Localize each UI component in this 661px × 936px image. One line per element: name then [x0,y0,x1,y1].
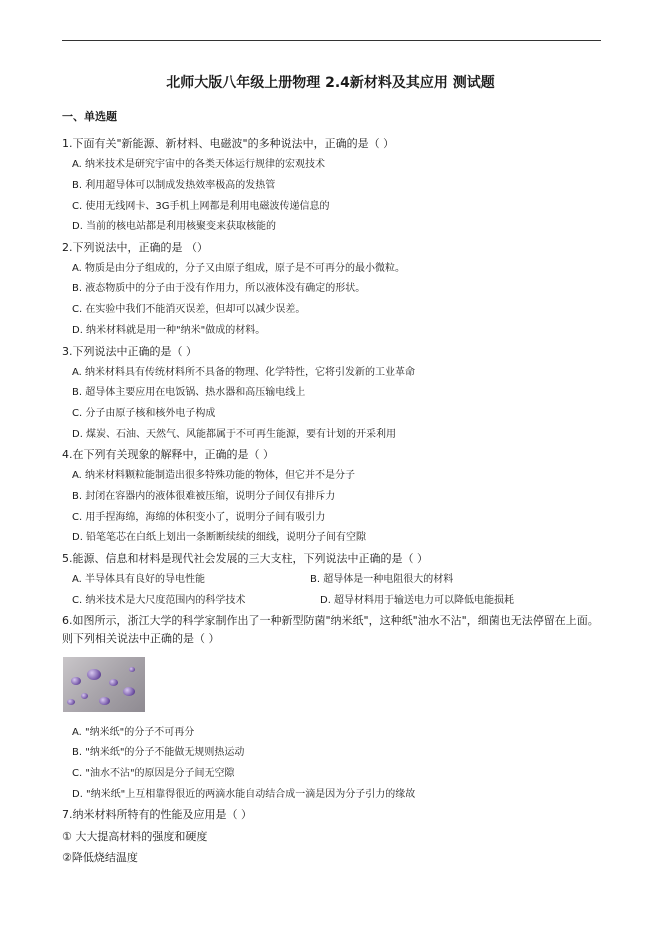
page-title: 北师大版八年级上册物理 2.4新材料及其应用 测试题 [166,75,495,91]
question-6-stem: 6.如图所示，浙江大学的科学家制作出了一种新型防菌"纳米纸"，这种纸"油水不沾"，细菌也无法停留在上面。则下列相关说法中正确的是（ ） [62,614,599,645]
question-5-option-b: B. 超导体是一种电阻很大的材料 [310,574,454,585]
question-4-option-b: B. 封闭在容器内的液体很难被压缩，说明分子间仅有排斥力 [72,491,336,502]
question-4-option-d: D. 铅笔笔芯在白纸上划出一条断断续续的细线，说明分子间有空隙 [72,532,367,543]
question-7-stem: 7.纳米材料所特有的性能及应用是（ ） [62,808,252,821]
section-heading: 一、单选题 [62,110,117,123]
question-2-option-b: B. 液态物质中的分子由于没有作用力，所以液体没有确定的形状。 [72,283,366,294]
question-6-option-c: C. "油水不沾"的原因是分子间无空隙 [72,768,235,779]
top-rule [62,40,601,41]
question-2-option-d: D. 纳米材料就是用一种"纳米"做成的材料。 [72,325,266,336]
question-6-option-d: D. "纳米纸"上互相靠得很近的两滴水能自动结合成一滴是因为分子引力的缘故 [72,789,416,800]
nano-paper-photo [63,657,145,712]
question-4-option-c: C. 用手捏海绵，海绵的体积变小了，说明分子间有吸引力 [72,512,326,523]
question-7-item-2: ②降低烧结温度 [62,851,138,864]
question-7-item-1: ① 大大提高材料的强度和硬度 [62,830,208,843]
question-5-option-a: A. 半导体具有良好的导电性能 [72,574,206,585]
question-5-option-c: C. 纳米技术是大尺度范围内的科学技术 [72,595,246,606]
question-2-option-a: A. 物质是由分子组成的，分子又由原子组成，原子是不可再分的最小微粒。 [72,263,406,274]
question-1-option-b: B. 利用超导体可以制成发热效率极高的发热管 [72,180,276,191]
question-3-option-a: A. 纳米材料具有传统材料所不具备的物理、化学特性，它将引发新的工业革命 [72,367,416,378]
question-5-option-d: D. 超导材料用于输送电力可以降低电能损耗 [320,595,515,606]
question-4-option-a: A. 纳米材料颗粒能制造出很多特殊功能的物体，但它并不是分子 [72,470,356,481]
question-3-option-c: C. 分子由原子核和核外电子构成 [72,408,216,419]
question-5-stem: 5.能源、信息和材料是现代社会发展的三大支柱，下列说法中正确的是（ ） [62,552,428,565]
question-1-option-c: C. 使用无线网卡、3G手机上网都是利用电磁波传递信息的 [72,201,330,212]
question-6-option-a: A. "纳米纸"的分子不可再分 [72,727,195,738]
question-4-stem: 4.在下列有关现象的解释中，正确的是（ ） [62,448,274,461]
question-1-option-d: D. 当前的核电站都是利用核聚变来获取核能的 [72,221,277,232]
question-2-option-c: C. 在实验中我们不能消灭误差，但却可以减少误差。 [72,304,306,315]
question-3-option-d: D. 煤炭、石油、天然气、风能都属于不可再生能源，要有计划的开采利用 [72,429,397,440]
question-1-option-a: A. 纳米技术是研究宇宙中的各类天体运行规律的宏观技术 [72,159,326,170]
question-2-stem: 2.下列说法中，正确的是 （） [62,241,208,254]
question-6-option-b: B. "纳米纸"的分子不能做无规则热运动 [72,747,245,758]
question-3-option-b: B. 超导体主要应用在电饭锅、热水器和高压输电线上 [72,387,306,398]
question-3-stem: 3.下列说法中正确的是（ ） [62,345,197,358]
question-1-stem: 1.下面有关"新能源、新材料、电磁波"的多种说法中，正确的是（ ） [62,137,395,150]
